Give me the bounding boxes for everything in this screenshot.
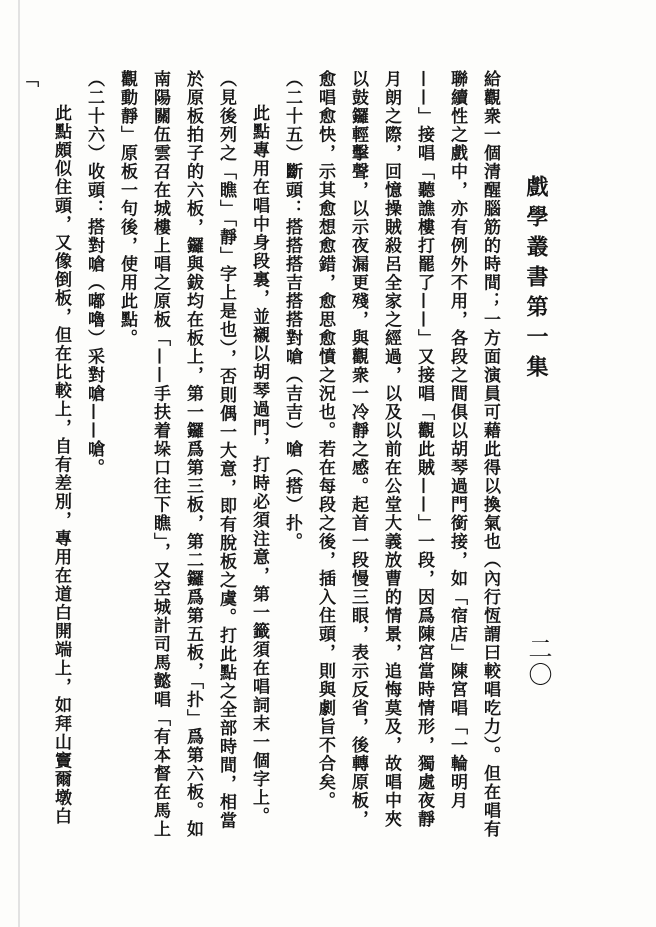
paragraph-continuation: 給觀衆一個清醒腦筋的時間；一方面演員可藉此得以換氣也（內行恆謂曰較唱吃力）。但在唱有聯續性之戲中，亦有例外不用，各段之間俱以胡琴過門銜接，如「宿店」陳宮唱「一輪明月——」接唱「聽譙樓打罷了——」又接唱「觀此賊——」一段，因爲陳宮當時情形，獨處夜靜月朗之際，回憶操賊殺呂全家之經過，以及以前在公堂大義放曹的情景，追悔莫及，故唱中夾以鼓鑼輕擊聲，以示夜漏更殘，與觀衆一冷靜之感。起首一段慢三眼，表示反省，後轉原板，愈唱愈快，示其愈想愈錯，愈思愈憤之況也。若在每段之後，插入住頭，則與劇旨不合矣。 <box>315 70 500 839</box>
body-text <box>18 70 506 840</box>
section-heading-25: （二十五）斷頭：搭搭搭吉搭搭對嗆（吉吉）嗆（搭）扑。 <box>282 70 302 551</box>
running-header-title: 戲學叢書第一集 <box>523 175 549 385</box>
paragraph-section-25: 此點專用在唱中身段裏，並襯以胡琴過門，打時必須注意，第一籤須在唱詞末一個字上。（見後列之「瞧」「靜」字上是也），否則偶一大意，即有脫板之虞。打此點之全部時間，相當於原板拍子的六板，鑼與鈸均在板上，第一鑼爲第三板，第二鑼爲第五板，「扑」爲第六板。如南陽關伍雲召在城樓上唱之原板「——手扶着垛口往下瞧」，又空城計司馬懿唱「有本督在馬上觀動靜」原板一句後，使用此點。 <box>117 70 269 839</box>
paragraph-section-26: 此點頗似住頭，又像倒板，但在比較上，自有差別，專用在道白開端上，如拜山竇爾墩白「 <box>18 70 71 826</box>
page-number: 二〇 <box>524 636 552 688</box>
section-heading-26: （二十六）收頭：搭對嗆（嘟嚕）采對嗆——嗆。 <box>84 70 104 477</box>
